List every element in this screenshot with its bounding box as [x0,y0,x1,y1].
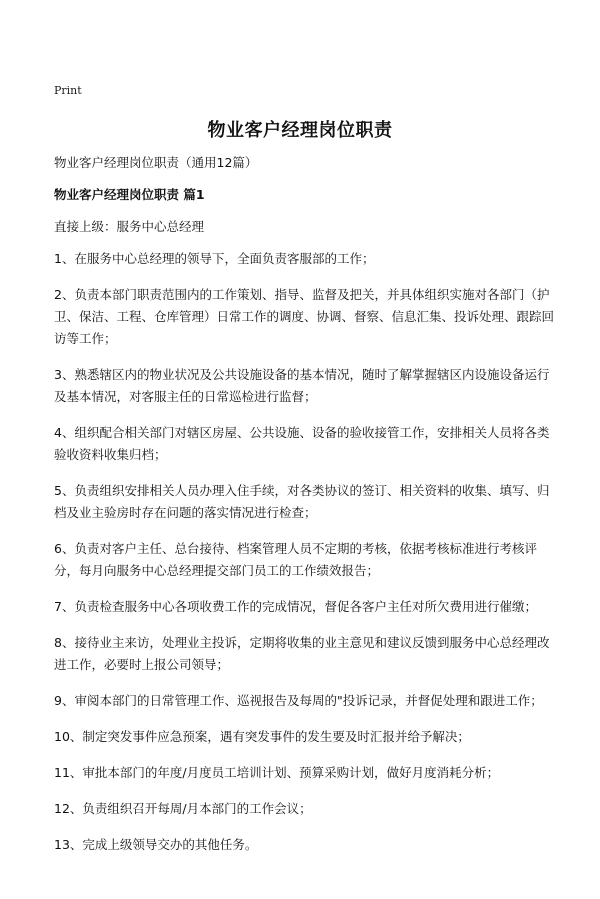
duty-item-1: 1、在服务中心总经理的领导下，全面负责客服部的工作； [54,251,375,266]
duty-item-7: 7、负责检查服务中心各项收费工作的完成情况，督促各客户主任对所欠费用进行催缴； [54,599,537,614]
print-label: Print [54,84,82,97]
duty-item-9: 9、审阅本部门的日常管理工作、巡视报告及每周的"投诉记录，并督促处理和跟进工作； [54,693,543,708]
duty-item-5: 5、负责组织安排相关人员办理入住手续，对各类协议的签订、相关资料的收集、填写、归档及业主验房时存在问题的落实情况进行检查； [54,483,550,520]
duty-item-10: 10、制定突发事件应急预案，遇有突发事件的发生要及时汇报并给予解决； [54,729,470,744]
document-body [54,152,560,870]
direct-superior: 直接上级：服务中心总经理 [54,219,205,234]
duty-item-2: 2、负责本部门职责范围内的工作策划、指导、监督及把关，并具体组织实施对各部门（护卫、保洁、工程、仓库管理）日常工作的调度、协调、督察、信息汇集、投诉处理、跟踪回访等工作； [54,287,555,346]
duty-item-8: 8、接待业主来访，处理业主投诉，定期将收集的业主意见和建议反馈到服务中心总经理改进工作，必要时上报公司领导； [54,635,550,672]
duty-item-13: 13、完成上级领导交办的其他任务。 [54,837,258,852]
duty-list [54,248,560,856]
document-subtitle: 物业客户经理岗位职责（通用12篇） [54,155,258,170]
duty-item-6: 6、负责对客户主任、总台接待、档案管理人员不定期的考核，依据考核标准进行考核评分，每月向服务中心总经理提交部门员工的工作绩效报告； [54,541,537,578]
duty-item-12: 12、负责组织召开每周/月本部门的工作会议； [54,801,312,816]
duty-item-4: 4、组织配合相关部门对辖区房屋、公共设施、设备的验收接管工作，安排相关人员将各类验收资料收集归档； [54,425,550,462]
duty-item-3: 3、熟悉辖区内的物业状况及公共设施设备的基本情况，随时了解掌握辖区内设施设备运行及基本情况，对客服主任的日常巡检进行监督； [54,367,550,404]
document-title: 物业客户经理岗位职责 [207,120,393,141]
section-heading: 物业客户经理岗位职责 篇1 [54,187,205,202]
duty-item-11: 11、审批本部门的年度/月度员工培训计划、预算采购计划，做好月度消耗分析； [54,765,500,780]
